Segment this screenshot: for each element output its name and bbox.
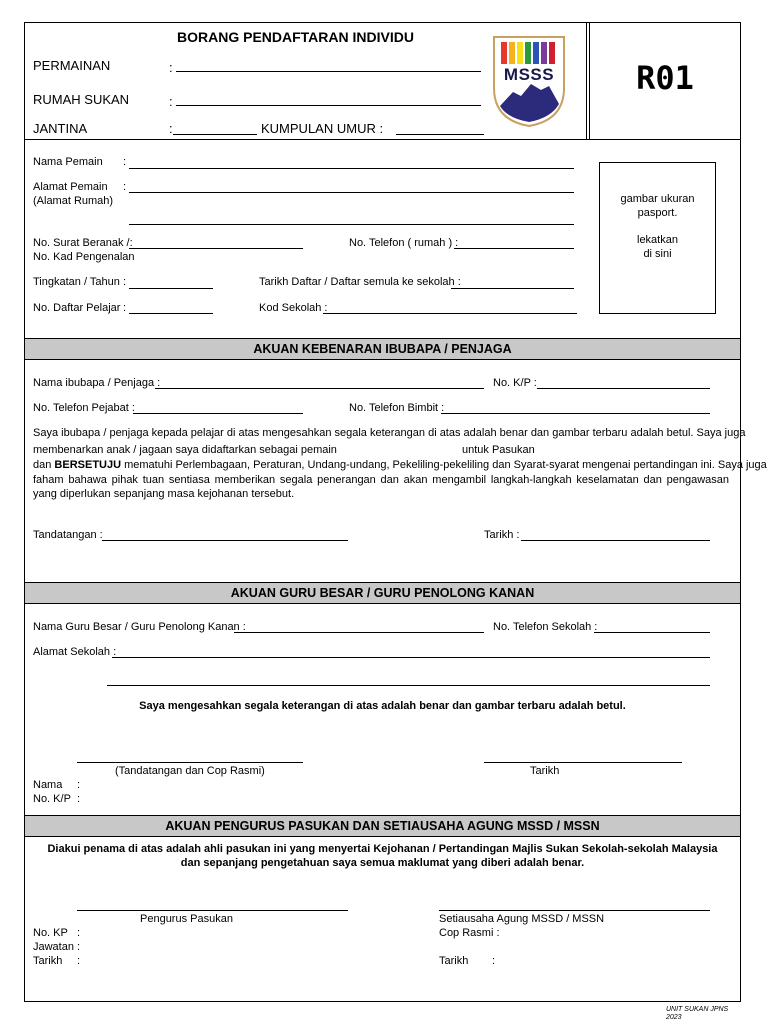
jantina-colon: : xyxy=(169,121,173,136)
jantina-field[interactable] xyxy=(173,134,257,135)
form-code: R01 xyxy=(636,59,694,97)
hm-telefon-label: No. Telefon Sekolah : xyxy=(493,621,598,633)
mgr-jawatan-colon: : xyxy=(77,941,81,953)
mgr-nokp-colon: : xyxy=(77,927,81,939)
hm-kp-short-label: No. K/P xyxy=(33,793,71,805)
tarikh-daftar-label: Tarikh Daftar / Daftar semula ke sekolah : xyxy=(259,276,461,288)
telefon-rumah-label: No. Telefon ( rumah ) : xyxy=(349,237,459,249)
daftar-pelajar-field[interactable] xyxy=(129,313,213,314)
parent-tandatangan-label: Tandatangan : xyxy=(33,529,103,541)
parent-kp-label: No. K/P : xyxy=(493,377,537,389)
parent-telefon-bimbit-field[interactable] xyxy=(441,413,710,414)
hm-telefon-field[interactable] xyxy=(594,632,710,633)
parent-tandatangan-field[interactable] xyxy=(102,540,348,541)
hm-signature-line[interactable] xyxy=(77,762,303,763)
nama-pemain-field[interactable] xyxy=(129,168,574,169)
hm-tarikh-line[interactable] xyxy=(484,762,682,763)
alamat-pemain-label: Alamat Pemain xyxy=(33,181,108,193)
header-divider-1 xyxy=(586,22,587,140)
hm-cop-label: (Tandatangan dan Cop Rasmi) xyxy=(115,765,265,777)
daftar-pelajar-label: No. Daftar Pelajar xyxy=(33,302,121,314)
photo-text-4: di sini xyxy=(643,248,672,260)
parent-para-line-2b: untuk Pasukan xyxy=(462,444,535,456)
permainan-colon: : xyxy=(169,60,173,75)
tarikh-daftar-field[interactable] xyxy=(451,288,574,289)
surat-beranak-label: No. Surat Beranak /: xyxy=(33,237,133,249)
header-bottom-line xyxy=(24,139,741,140)
logo-text: MSSS xyxy=(503,65,555,84)
permainan-field[interactable] xyxy=(176,71,481,72)
parent-tarikh-field[interactable] xyxy=(521,540,710,541)
mgr-tarikh-label: Tarikh xyxy=(33,955,63,967)
parent-section-heading: AKUAN KEBENARAN IBUBAPA / PENJAGA xyxy=(25,338,740,360)
kumpulan-umur-field[interactable] xyxy=(396,134,484,135)
mgr-jawatan-label: Jawatan xyxy=(33,941,74,953)
pengurus-signature-line[interactable] xyxy=(77,910,348,911)
rumah-sukan-label: RUMAH SUKAN xyxy=(33,92,130,107)
parent-nama-field[interactable] xyxy=(155,388,484,389)
tingkatan-label: Tingkatan / Tahun xyxy=(33,276,120,288)
setiausaha-signature-line[interactable] xyxy=(439,910,710,911)
rumah-sukan-field[interactable] xyxy=(176,105,481,106)
parent-telefon-bimbit-label: No. Telefon Bimbit : xyxy=(349,402,445,414)
jantina-label: JANTINA xyxy=(33,121,88,136)
parent-telefon-pejabat-label: No. Telefon Pejabat : xyxy=(33,402,135,414)
surat-beranak-field[interactable] xyxy=(129,248,303,249)
parent-telefon-pejabat-field[interactable] xyxy=(133,413,303,414)
kod-sekolah-label: Kod Sekolah : xyxy=(259,302,328,314)
parent-para-dan: dan xyxy=(33,459,52,471)
form-title: BORANG PENDAFTARAN INDIVIDU xyxy=(177,29,414,45)
nama-pemain-colon: : xyxy=(123,156,127,168)
parent-para-rest: mematuhi Perlembagaan, Peraturan, Undang-undang, Pekeliling-pekeliling dan Syarat-syarat mengenai pertandingan ini. Saya juga xyxy=(124,459,767,471)
sec-tarikh-colon: : xyxy=(492,955,496,967)
daftar-pelajar-colon: : xyxy=(123,302,127,314)
hm-alamat-label: Alamat Sekolah : xyxy=(33,646,117,658)
hm-kp-short-colon: : xyxy=(77,793,81,805)
hm-nama-field[interactable] xyxy=(234,632,484,633)
parent-para-line-2a: membenarkan anak / jagaan saya didaftarkan sebagai pemain xyxy=(33,444,337,456)
footer-line-2: 2023 xyxy=(666,1014,682,1021)
alamat-pemain-colon: : xyxy=(123,181,127,193)
kod-sekolah-field[interactable] xyxy=(323,313,577,314)
msss-logo xyxy=(491,34,567,128)
headmaster-section-heading: AKUAN GURU BESAR / GURU PENOLONG KANAN xyxy=(25,582,740,604)
pengurus-label: Pengurus Pasukan xyxy=(140,913,233,925)
kumpulan-umur-label: KUMPULAN UMUR : xyxy=(261,121,384,136)
hm-nama-label: Nama Guru Besar / Guru Penolong Kanan : xyxy=(33,621,246,633)
rumah-sukan-colon: : xyxy=(169,94,173,109)
alamat-pemain-field-1[interactable] xyxy=(129,192,574,193)
telefon-rumah-field[interactable] xyxy=(454,248,574,249)
hm-alamat-field-1[interactable] xyxy=(112,657,710,658)
hm-alamat-field-2[interactable] xyxy=(107,685,710,686)
mgr-tarikh-colon: : xyxy=(77,955,81,967)
alamat-rumah-label: (Alamat Rumah) xyxy=(33,195,114,207)
nama-pemain-label: Nama Pemain xyxy=(33,156,103,168)
parent-para-bersetuju: BERSETUJU xyxy=(54,459,122,471)
hm-tarikh-label: Tarikh xyxy=(530,765,560,777)
parent-para-line-1: Saya ibubapa / penjaga kepada pelajar di atas mengesahkan segala keterangan di atas adalah benar dan gambar terbaru adalah betul. Saya juga xyxy=(33,427,746,439)
sec-tarikh-label: Tarikh xyxy=(439,955,469,967)
permainan-label: PERMAINAN xyxy=(33,58,111,73)
kad-pengenalan-label: No. Kad Pengenalan xyxy=(33,251,135,263)
manager-section-heading: AKUAN PENGURUS PASUKAN DAN SETIAUSAHA AGUNG MSSD / MSSN xyxy=(25,815,740,837)
photo-text-3: lekatkan xyxy=(637,234,678,246)
cop-rasmi-label: Cop Rasmi : xyxy=(439,927,500,939)
parent-nama-label: Nama ibubapa / Penjaga : xyxy=(33,377,161,389)
manager-statement-1: Diakui penama di atas adalah ahli pasukan ini yang menyertai Kejohanan / Pertandingan Majlis Sukan Sekolah-sekolah Malaysia xyxy=(47,843,718,855)
setiausaha-label: Setiausaha Agung MSSD / MSSN xyxy=(439,913,605,925)
hm-statement: Saya mengesahkan segala keterangan di atas adalah benar dan gambar terbaru adalah betul. xyxy=(139,700,626,712)
manager-statement-2: dan sepanjang pengetahuan saya semua maklumat yang diberi adalah benar. xyxy=(180,857,585,869)
hm-nama-short-colon: : xyxy=(77,779,81,791)
alamat-pemain-field-2[interactable] xyxy=(129,224,574,225)
parent-para-line-3 xyxy=(33,459,767,472)
parent-tarikh-label: Tarikh : xyxy=(484,529,520,541)
tingkatan-field[interactable] xyxy=(129,288,213,289)
parent-kp-field[interactable] xyxy=(537,388,710,389)
photo-text-2: pasport. xyxy=(637,207,678,219)
footer-line-1: UNIT SUKAN JPNS xyxy=(666,1006,729,1013)
tingkatan-colon: : xyxy=(123,276,127,288)
hm-nama-short-label: Nama xyxy=(33,779,63,791)
mgr-nokp-label: No. KP xyxy=(33,927,68,939)
photo-text-1: gambar ukuran xyxy=(620,193,695,205)
parent-para-line-4: faham bahawa pihak tuan sentiasa memberikan segala penerangan dan akan mengambil langkah-langkah keselamatan dan pengawasan yang diperlukan sepanjang masa kejohanan tersebut. xyxy=(33,474,729,500)
